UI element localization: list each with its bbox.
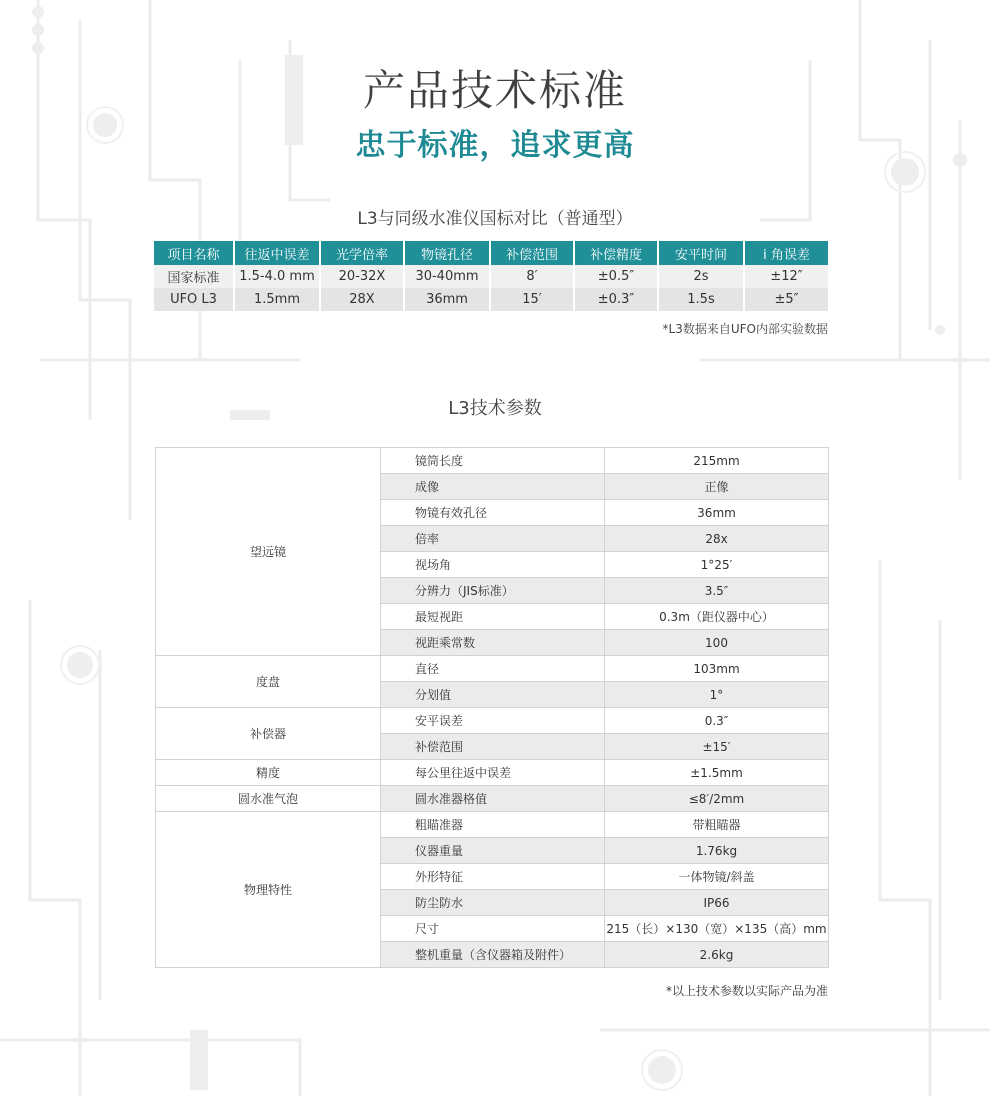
spec-label: 尺寸 (381, 916, 605, 942)
spec-label: 倍率 (381, 526, 605, 552)
table-cell: ±0.3″ (574, 288, 658, 311)
spec-table (155, 447, 829, 968)
spec-value: 1° (605, 682, 829, 708)
spec-label: 镜筒长度 (381, 448, 605, 474)
comparison-table (154, 241, 828, 311)
spec-value: 103mm (605, 656, 829, 682)
spec-value: 0.3m（距仪器中心） (605, 604, 829, 630)
table-cell: 1.5s (658, 288, 744, 311)
spec-footnote: *以上技术参数以实际产品为准 (665, 984, 828, 998)
spec-label: 安平误差 (381, 708, 605, 734)
table-cell: 1.5mm (234, 288, 320, 311)
table-row (154, 288, 828, 311)
comparison-footnote: *L3数据来自UFO内部实验数据 (662, 322, 828, 336)
comparison-caption: L3与同级水准仪国标对比（普通型） (357, 209, 633, 229)
spec-group-label: 精度 (156, 760, 381, 786)
page-title: 产品技术标准 (362, 66, 627, 115)
column-header: 补偿范围 (490, 241, 574, 265)
spec-value: 1.76kg (605, 838, 829, 864)
page-subtitle: 忠于标准，追求更高 (355, 128, 635, 163)
comparison-header-row (154, 241, 828, 265)
table-cell: 2s (658, 265, 744, 288)
table-cell: 20-32X (320, 265, 404, 288)
spec-label: 圆水准器格值 (381, 786, 605, 812)
spec-value: 1°25′ (605, 552, 829, 578)
spec-value: 带粗瞄器 (605, 812, 829, 838)
table-cell: ±5″ (744, 288, 828, 311)
spec-value: 正像 (605, 474, 829, 500)
column-header: 往返中误差 (234, 241, 320, 265)
spec-value: 一体物镜/斜盖 (605, 864, 829, 890)
table-cell: UFO L3 (154, 288, 234, 311)
table-cell: 28X (320, 288, 404, 311)
spec-group-label: 补偿器 (156, 708, 381, 760)
table-row (156, 448, 829, 474)
spec-label: 分辨力（JIS标准） (381, 578, 605, 604)
spec-label: 视距乘常数 (381, 630, 605, 656)
spec-group-label: 圆水准气泡 (156, 786, 381, 812)
spec-label: 直径 (381, 656, 605, 682)
column-header: 项目名称 (154, 241, 234, 265)
table-row (156, 708, 829, 734)
table-cell: ±0.5″ (574, 265, 658, 288)
column-header: 补偿精度 (574, 241, 658, 265)
spec-value: 0.3″ (605, 708, 829, 734)
table-row (156, 786, 829, 812)
spec-label: 粗瞄准器 (381, 812, 605, 838)
table-cell: 国家标准 (154, 265, 234, 288)
spec-group-label: 望远镜 (156, 448, 381, 656)
spec-label: 仪器重量 (381, 838, 605, 864)
spec-label: 最短视距 (381, 604, 605, 630)
spec-value: 36mm (605, 500, 829, 526)
column-header: 安平时间 (658, 241, 744, 265)
table-row (156, 760, 829, 786)
spec-label: 补偿范围 (381, 734, 605, 760)
table-cell: 15′ (490, 288, 574, 311)
spec-value: 2.6kg (605, 942, 829, 968)
spec-value: IP66 (605, 890, 829, 916)
spec-label: 整机重量（含仪器箱及附件） (381, 942, 605, 968)
spec-value: 3.5″ (605, 578, 829, 604)
table-cell: 1.5-4.0 mm (234, 265, 320, 288)
spec-value: 215mm (605, 448, 829, 474)
table-row (156, 656, 829, 682)
spec-label: 外形特征 (381, 864, 605, 890)
spec-label: 防尘防水 (381, 890, 605, 916)
spec-group-label: 度盘 (156, 656, 381, 708)
spec-label: 分划值 (381, 682, 605, 708)
spec-group-label: 物理特性 (156, 812, 381, 968)
table-cell: 30-40mm (404, 265, 490, 288)
table-row (156, 812, 829, 838)
column-header: i 角误差 (744, 241, 828, 265)
spec-value: 215（长）×130（宽）×135（高）mm (605, 916, 829, 942)
column-header: 光学倍率 (320, 241, 404, 265)
table-row (154, 265, 828, 288)
table-cell: ±12″ (744, 265, 828, 288)
table-cell: 8′ (490, 265, 574, 288)
spec-value: 28x (605, 526, 829, 552)
table-cell: 36mm (404, 288, 490, 311)
spec-label: 视场角 (381, 552, 605, 578)
spec-label: 成像 (381, 474, 605, 500)
spec-label: 每公里往返中误差 (381, 760, 605, 786)
column-header: 物镜孔径 (404, 241, 490, 265)
spec-value: 100 (605, 630, 829, 656)
spec-value: ±1.5mm (605, 760, 829, 786)
spec-label: 物镜有效孔径 (381, 500, 605, 526)
spec-value: ±15′ (605, 734, 829, 760)
spec-caption: L3技术参数 (448, 398, 542, 419)
spec-value: ≤8′/2mm (605, 786, 829, 812)
